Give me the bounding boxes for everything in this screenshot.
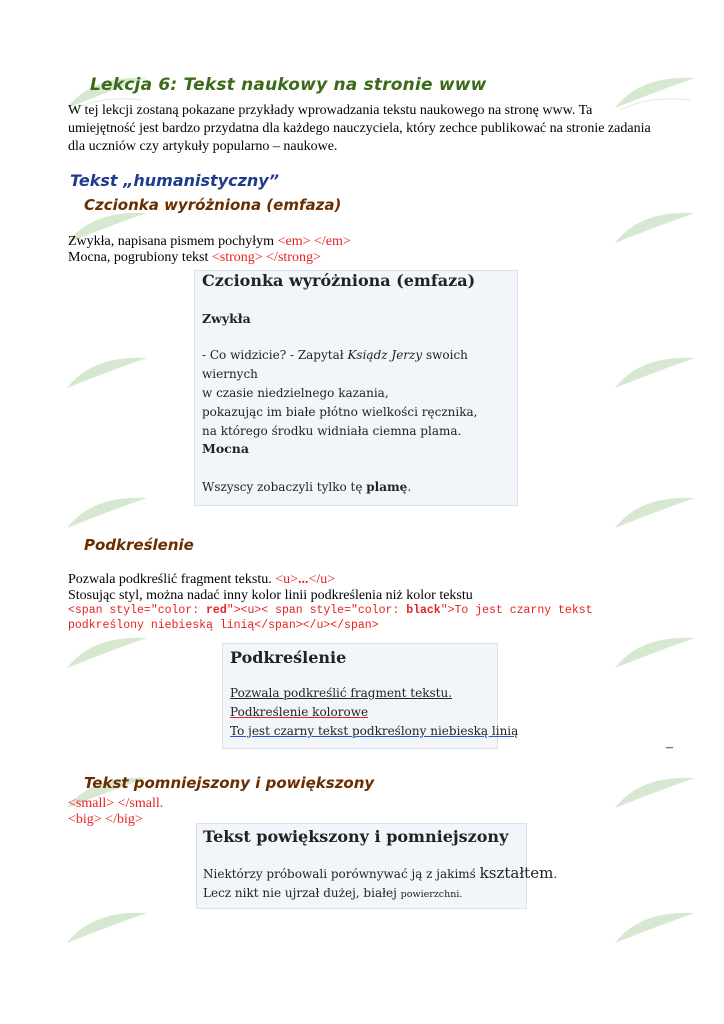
code-keyword-black: black [406,604,441,617]
underline-box-line-1: Pozwala podkreślić fragment tekstu. [230,686,453,700]
emphasis-box-sub2: Mocna [202,441,249,456]
leaf-decoration-icon [610,905,700,949]
underline-line-1 [68,571,335,588]
leaf-decoration-icon [62,630,152,674]
code-part-a: <span style="color: [68,604,207,617]
size-line-1-text: Niektórzy próbowali porównywać ją z jakimś [203,867,480,881]
underline-code-line-1 [68,603,593,618]
leaf-decoration-icon [610,205,700,249]
size-box-lines [203,864,557,904]
underline-line-2: Stosując styl, można nadać inny kolor linii podkreślenia niż kolor tekstu [68,588,473,603]
leaf-decoration-icon [62,350,152,394]
underline-code-line-2: podkreślony niebieską linią</span></u></span> [68,619,379,632]
quote-line-2: w czasie niedzielnego kazania, [202,386,389,400]
size-line-1-end: . [553,867,558,881]
quote-emphasis: Ksiądz Jerzy [347,348,423,362]
size-box-line-2 [203,884,557,904]
size-example-box [196,823,558,909]
strong-text-a: Wszyscy zobaczyli tylko tę [202,480,367,494]
emphasis-box-title: Czcionka wyróżniona (emfaza) [202,271,476,290]
underline-box-line-3: To jest czarny tekst podkreślony niebieską linią [230,724,519,738]
size-heading: Tekst pomniejszony i powiększony [84,774,375,792]
leaf-decoration-icon [610,630,700,674]
emphasis-line-2-text: Mocna, pogrubiony tekst [68,250,212,265]
underline-example-box [222,643,519,749]
emphasis-box-strong-line [202,478,411,497]
big-word: kształtem [479,864,554,882]
underline-code-block [68,603,593,633]
lesson-title: Lekcja 6: Tekst naukowy na stronie www [90,75,487,95]
size-box-line-1 [203,864,557,884]
strong-text-c: . [407,480,412,494]
em-tag-code: <em> </em> [277,234,351,249]
code-keyword-red: red [206,604,227,617]
underline-box-title: Podkreślenie [230,648,347,667]
leaf-decoration-icon [62,905,152,949]
quote-line-1 [202,346,517,384]
emphasis-line-1 [68,233,351,250]
quote-line-4: na którego środku widniała ciemna plama. [202,424,462,438]
underline-line-1-text: Pozwala podkreślić fragment tekstu. [68,572,276,587]
small-tag-code: <small> </small. [68,796,164,811]
strong-word: plamę [366,480,408,494]
emphasis-line-1-text: Zwykła, napisana pismem pochyłym [68,234,278,249]
quote-text-a: - Co widzicie? - Zapytał [202,348,348,362]
section-title: Tekst „humanistyczny” [70,171,280,190]
quote-line-3: pokazując im białe płótno wielkości ręcznika, [202,405,478,419]
leaf-decoration-icon [62,490,152,534]
code-part-b: "><u>< span style="color: [226,604,407,617]
underline-box-line-2: Podkreślenie kolorowe [230,705,369,719]
code-part-c: ">To jest czarny tekst [440,604,593,617]
emphasis-box-quote [202,346,517,441]
leaf-decoration-icon [610,490,700,534]
u-open-tag: <u> [275,572,299,587]
size-box-title: Tekst powiększony i pomniejszony [203,827,509,846]
big-tag-code: <big> </big> [68,812,143,827]
size-line-2-text: Lecz nikt nie ujrzał dużej, białej [203,886,401,900]
leaf-decoration-icon [610,350,700,394]
u-close-tag: </u> [308,572,336,587]
intro-paragraph: W tej lekcji zostaną pokazane przykłady wprowadzania tekstu naukowego na stronę www. Ta umiejętność jest bardzo przydatna dla każdego nauczyciela, który zechce publikować na stronie zadania dla uczniów czy artykuły popularno – naukowe. [68,103,651,154]
stray-dash: – [666,740,673,755]
emphasis-example-box [194,270,518,506]
underline-box-lines [230,684,518,741]
small-word: powierzchni. [400,889,463,900]
u-tag-dots: ... [298,572,309,587]
emphasis-heading: Czcionka wyróżniona (emfaza) [84,196,342,214]
emphasis-line-2 [68,249,321,266]
emphasis-box-sub1: Zwykła [202,311,251,326]
leaf-decoration-icon [610,770,700,814]
underline-heading: Podkreślenie [84,536,194,554]
quote-text-b: swoich wiernych [202,348,468,381]
strong-tag-code: <strong> </strong> [211,250,321,265]
